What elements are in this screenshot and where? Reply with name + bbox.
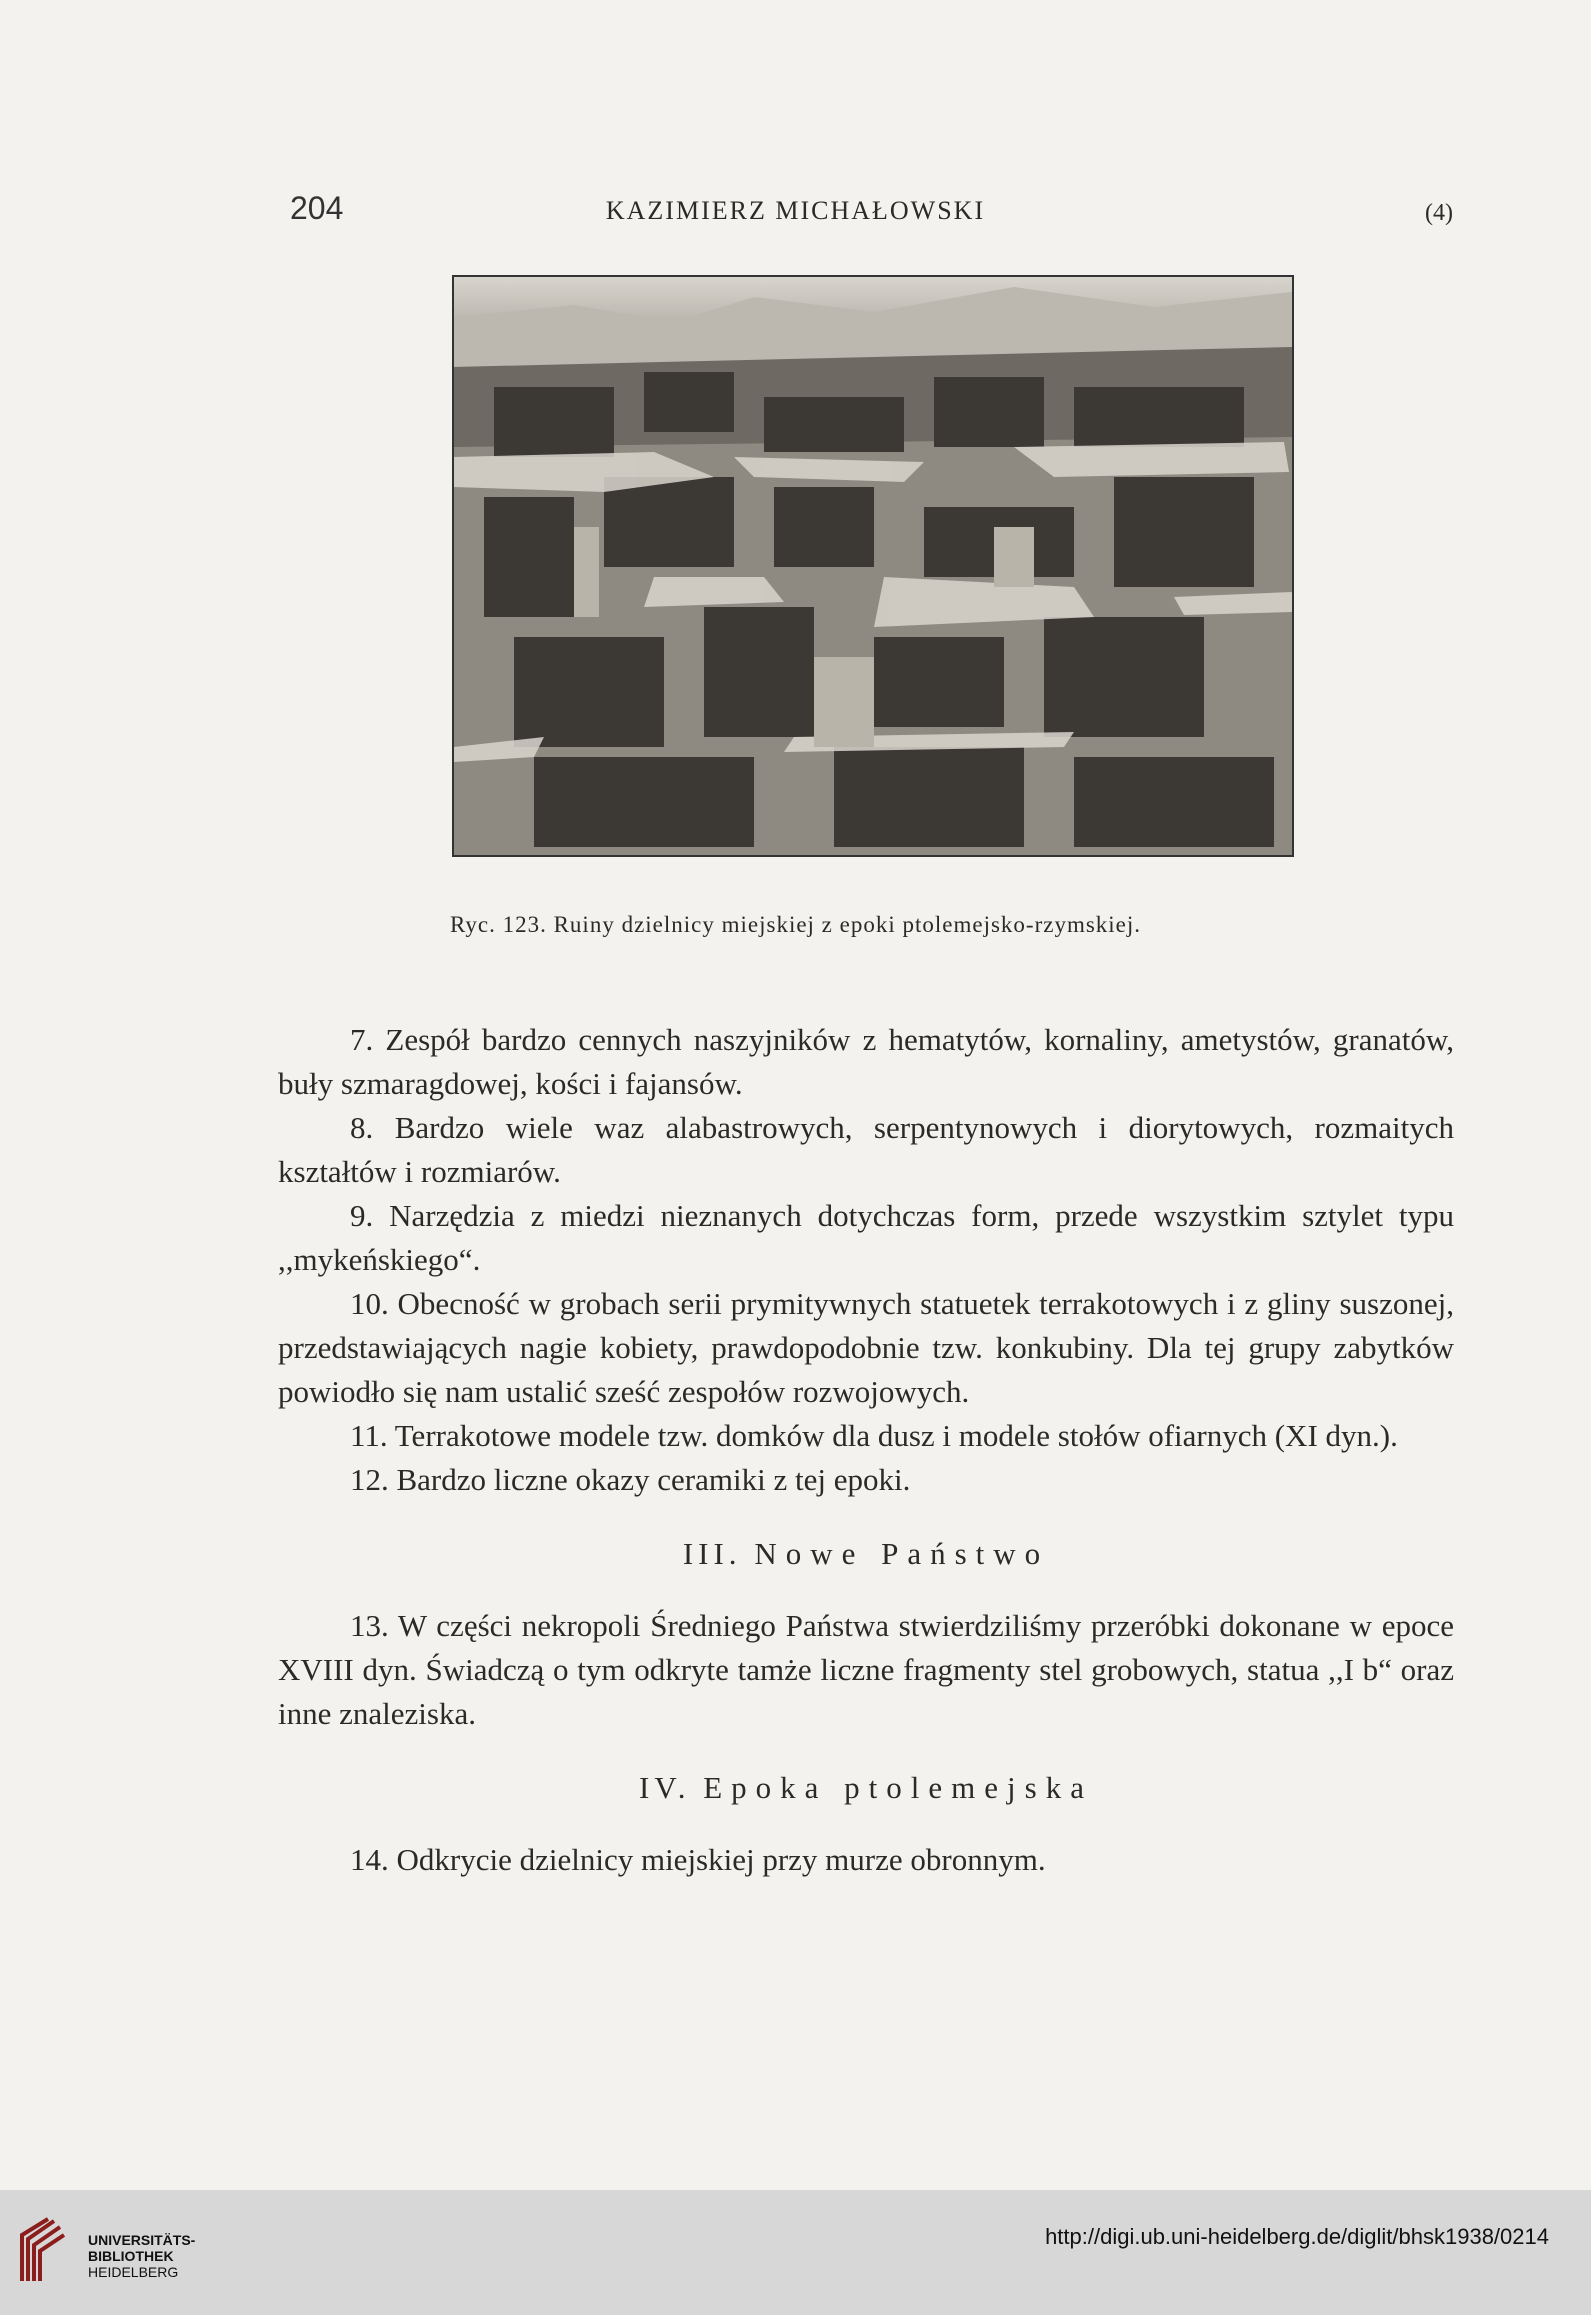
library-footer — [0, 2190, 1591, 2315]
paragraph-12: 12. Bardzo liczne okazy ceramiki z tej epoki. — [350, 1462, 911, 1497]
running-head — [0, 190, 1591, 240]
author-header: KAZIMIERZ MICHAŁOWSKI — [605, 196, 986, 225]
figure-caption: Ryc. 123. Ruiny dzielnicy miejskiej z epoki ptolemejsko-rzymskiej. — [449, 912, 1142, 937]
paragraph-13: 13. W części nekropoli Średniego Państwa stwierdziliśmy przeróbki dokonane w epoce XVIII dyn. Świadczą o tym odkryte tamże liczne fragmenty stel grobowych, statua ,,I b“ oraz inne znaleziska. — [278, 1608, 1454, 1731]
library-name — [88, 2232, 195, 2280]
paragraph-11: 11. Terrakotowe modele tzw. domków dla dusz i modele stołów ofiarnych (XI dyn.). — [350, 1418, 1398, 1453]
section-heading-4-numeral: IV. — [639, 1770, 691, 1805]
paragraph-9: 9. Narzędzia z miedzi nieznanych dotychczas form, przede wszystkim sztylet typu ,,mykeńskiego“. — [278, 1198, 1454, 1277]
ruins-photograph — [452, 275, 1294, 857]
paragraph-7: 7. Zespół bardzo cennych naszyjników z hematytów, kornaliny, ametystów, granatów, buły szmaragdowej, kości i fajansów. — [278, 1022, 1454, 1101]
section-heading-3-numeral: III. — [682, 1536, 742, 1571]
library-logo-icon — [18, 2217, 66, 2283]
library-name-line1: UNIVERSITÄTS- — [88, 2232, 196, 2248]
paragraph-14: 14. Odkrycie dzielnicy miejskiej przy murze obronnym. — [350, 1842, 1046, 1877]
section-heading-3-title: Nowe Państwo — [754, 1536, 1050, 1571]
section-heading-4-title: Epoka ptolemejska — [703, 1770, 1093, 1805]
body-text — [278, 1018, 1454, 1882]
page-number: 204 — [290, 190, 344, 226]
section-heading-4 — [278, 1766, 1454, 1810]
library-name-line2: BIBLIOTHEK — [88, 2248, 174, 2264]
paragraph-8: 8. Bardzo wiele waz alabastrowych, serpentynowych i diorytowych, rozmaitych kształtów i rozmiarów. — [278, 1110, 1454, 1189]
source-url-link[interactable]: http://digi.ub.uni-heidelberg.de/diglit/bhsk1938/0214 — [1045, 2224, 1549, 2249]
section-number: (4) — [1425, 200, 1453, 226]
section-heading-3 — [278, 1532, 1454, 1576]
paragraph-10: 10. Obecność w grobach serii prymitywnych statuetek terrakotowych i z gliny suszonej, przedstawiających nagie kobiety, prawdopodobnie tzw. konkubiny. Dla tej grupy zabytków powiodło się nam ustalić sześć zespołów rozwojowych. — [278, 1286, 1454, 1409]
library-name-line3: HEIDELBERG — [88, 2264, 179, 2280]
ruins-photo-image — [454, 277, 1292, 855]
